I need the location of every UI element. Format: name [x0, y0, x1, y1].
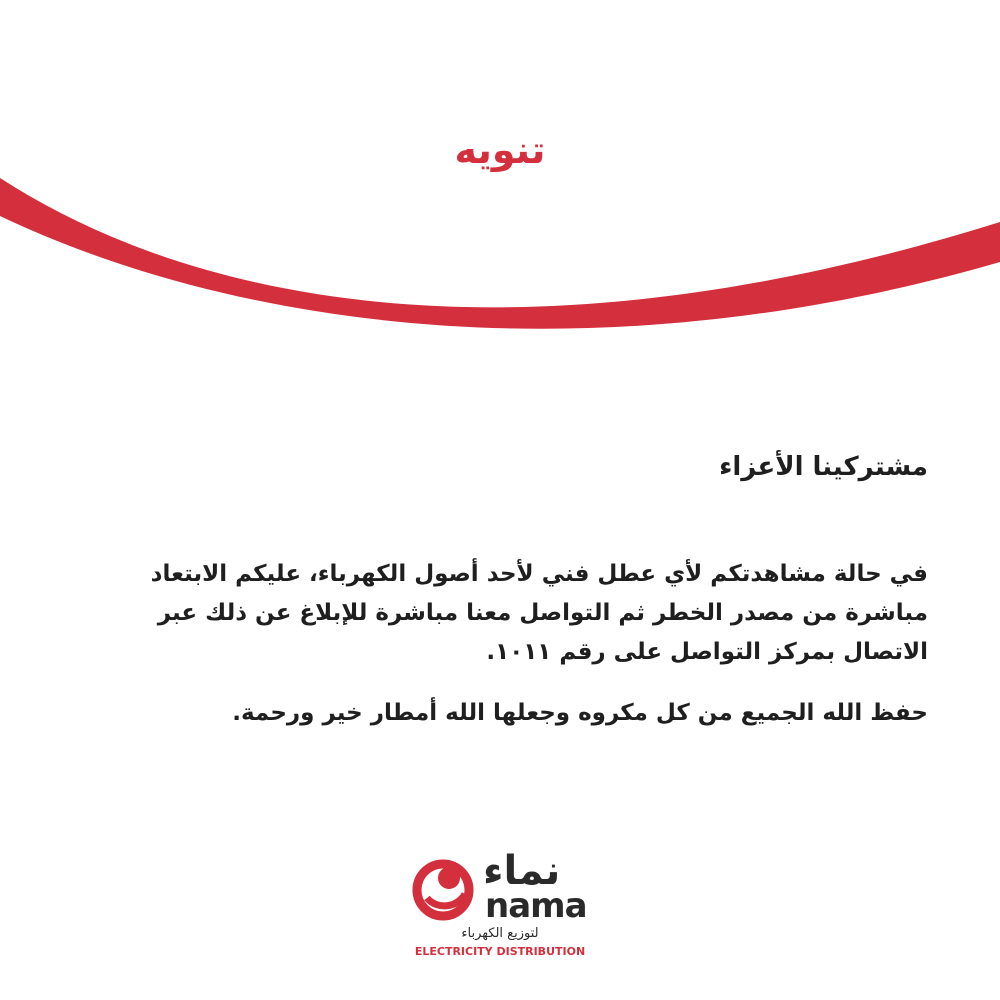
notice-title: تنويه [454, 128, 546, 172]
logo-arabic-tagline: لتوزيع الكهرباء [461, 926, 539, 941]
body-line-3: الاتصال بمركز التواصل على رقم ١٠١١. [486, 639, 928, 665]
nama-logo [395, 848, 615, 968]
red-wave-decoration [0, 0, 1000, 360]
closing-text: حفظ الله الجميع من كل مكروه وجعلها الله أمطار خير ورحمة. [232, 700, 928, 726]
greeting: مشتركينا الأعزاء [719, 452, 928, 482]
red-wave-shape [0, 178, 1000, 329]
logo-arabic-name: نماء [483, 848, 561, 894]
logo-english-name: nama [485, 886, 587, 926]
body-line-1: في حالة مشاهدتكم لأي عطل فني لأحد أصول الكهرباء، عليكم الابتعاد [150, 561, 928, 587]
body-line-2: مباشرة من مصدر الخطر ثم التواصل معنا مباشرة للإبلاغ عن ذلك عبر [157, 600, 928, 626]
nama-logo-mark-icon [405, 854, 485, 924]
notice-body [68, 555, 928, 672]
logo-english-tagline: ELECTRICITY DISTRIBUTION [414, 945, 586, 958]
